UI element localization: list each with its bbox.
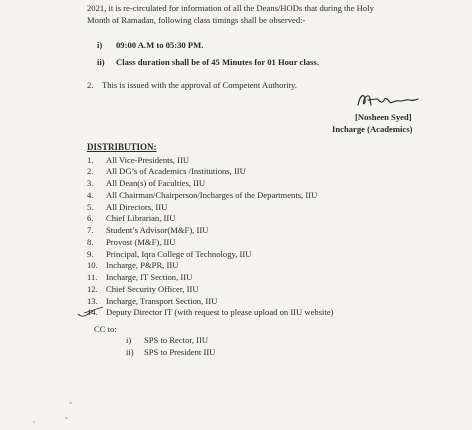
distribution-item-4-text: All Chairman/Chairperson/Incharges of the Departments, IIU	[106, 190, 318, 200]
distribution-item-10-number: 10.	[87, 260, 98, 270]
timing-2-number: ii)	[97, 57, 105, 67]
distribution-item-3-text: All Dean(s) of Faculties, IIU	[106, 178, 206, 188]
distribution-item-1-number: 1.	[87, 155, 94, 165]
distribution-item-7-number: 7.	[87, 225, 94, 235]
intro-line-2: Month of Ramadan, following class timings shall be observed:-	[87, 15, 306, 25]
timing-1-text: 09:00 A.M to 05:30 PM.	[116, 40, 204, 50]
distribution-item-11-number: 11.	[87, 272, 98, 282]
signatory-title: Incharge (Academics)	[332, 124, 413, 134]
signatory-name: [Nosheen Syed]	[355, 112, 412, 122]
distribution-item-9-number: 9.	[87, 249, 94, 259]
distribution-item-6-text: Chief Librarian, IIU	[106, 213, 176, 223]
timing-1-number: i)	[97, 40, 103, 50]
distribution-item-14-text: Deputy Director IT (with request to please upload on IIU website)	[106, 307, 334, 317]
tick-mark	[76, 302, 106, 320]
intro-line-1: 2021, it is re-circulated for information of all the Deans/HODs that during the Holy	[87, 3, 374, 13]
distribution-item-13-text: Incharge, Transport Section, IIU	[106, 296, 218, 306]
distribution-item-12-text: Chief Security Officer, IIU	[106, 284, 199, 294]
timing-2-text: Class duration shall be of 45 Minutes for 01 Hour class.	[116, 57, 319, 67]
cc-item-2-number: ii)	[126, 347, 134, 357]
distribution-item-5-text: All Directors, IIU	[106, 202, 168, 212]
distribution-item-8-number: 8.	[87, 237, 94, 247]
scan-speck	[33, 421, 35, 423]
cc-item-1-text: SPS to Rector, IIU	[144, 335, 209, 345]
distribution-item-1-text: All Vice-Presidents, IIU	[106, 155, 190, 165]
distribution-item-6-number: 6.	[87, 213, 94, 223]
distribution-item-5-number: 5.	[87, 202, 94, 212]
cc-heading: CC to:	[94, 324, 117, 334]
distribution-item-7-text: Student’s Advisor(M&F), IIU	[106, 225, 209, 235]
signature-image	[352, 91, 422, 109]
distribution-item-12-number: 12.	[87, 284, 98, 294]
scan-speck	[69, 402, 72, 404]
distribution-item-8-text: Provost (M&F), IIU	[106, 237, 176, 247]
distribution-heading: DISTRIBUTION:	[87, 142, 157, 152]
distribution-item-3-number: 3.	[87, 178, 94, 188]
approval-text: This is issued with the approval of Competent Authority.	[102, 80, 297, 90]
cc-item-2-text: SPS to President IIU	[144, 347, 216, 357]
approval-number: 2.	[87, 80, 94, 90]
distribution-item-9-text: Principal, Iqra College of Technology, IIU	[106, 249, 252, 259]
distribution-item-10-text: Incharge, P&PR, IIU	[106, 260, 179, 270]
scan-speck	[65, 417, 68, 419]
distribution-item-11-text: Incharge, IT Section, IIU	[106, 272, 193, 282]
distribution-item-14-number: 14.	[87, 307, 98, 317]
cc-item-1-number: i)	[126, 335, 132, 345]
distribution-item-2-number: 2.	[87, 166, 94, 176]
distribution-item-2-text: All DG’s of Academics /Institutions, IIU	[106, 166, 246, 176]
distribution-item-13-number: 13.	[87, 296, 98, 306]
distribution-item-4-number: 4.	[87, 190, 94, 200]
